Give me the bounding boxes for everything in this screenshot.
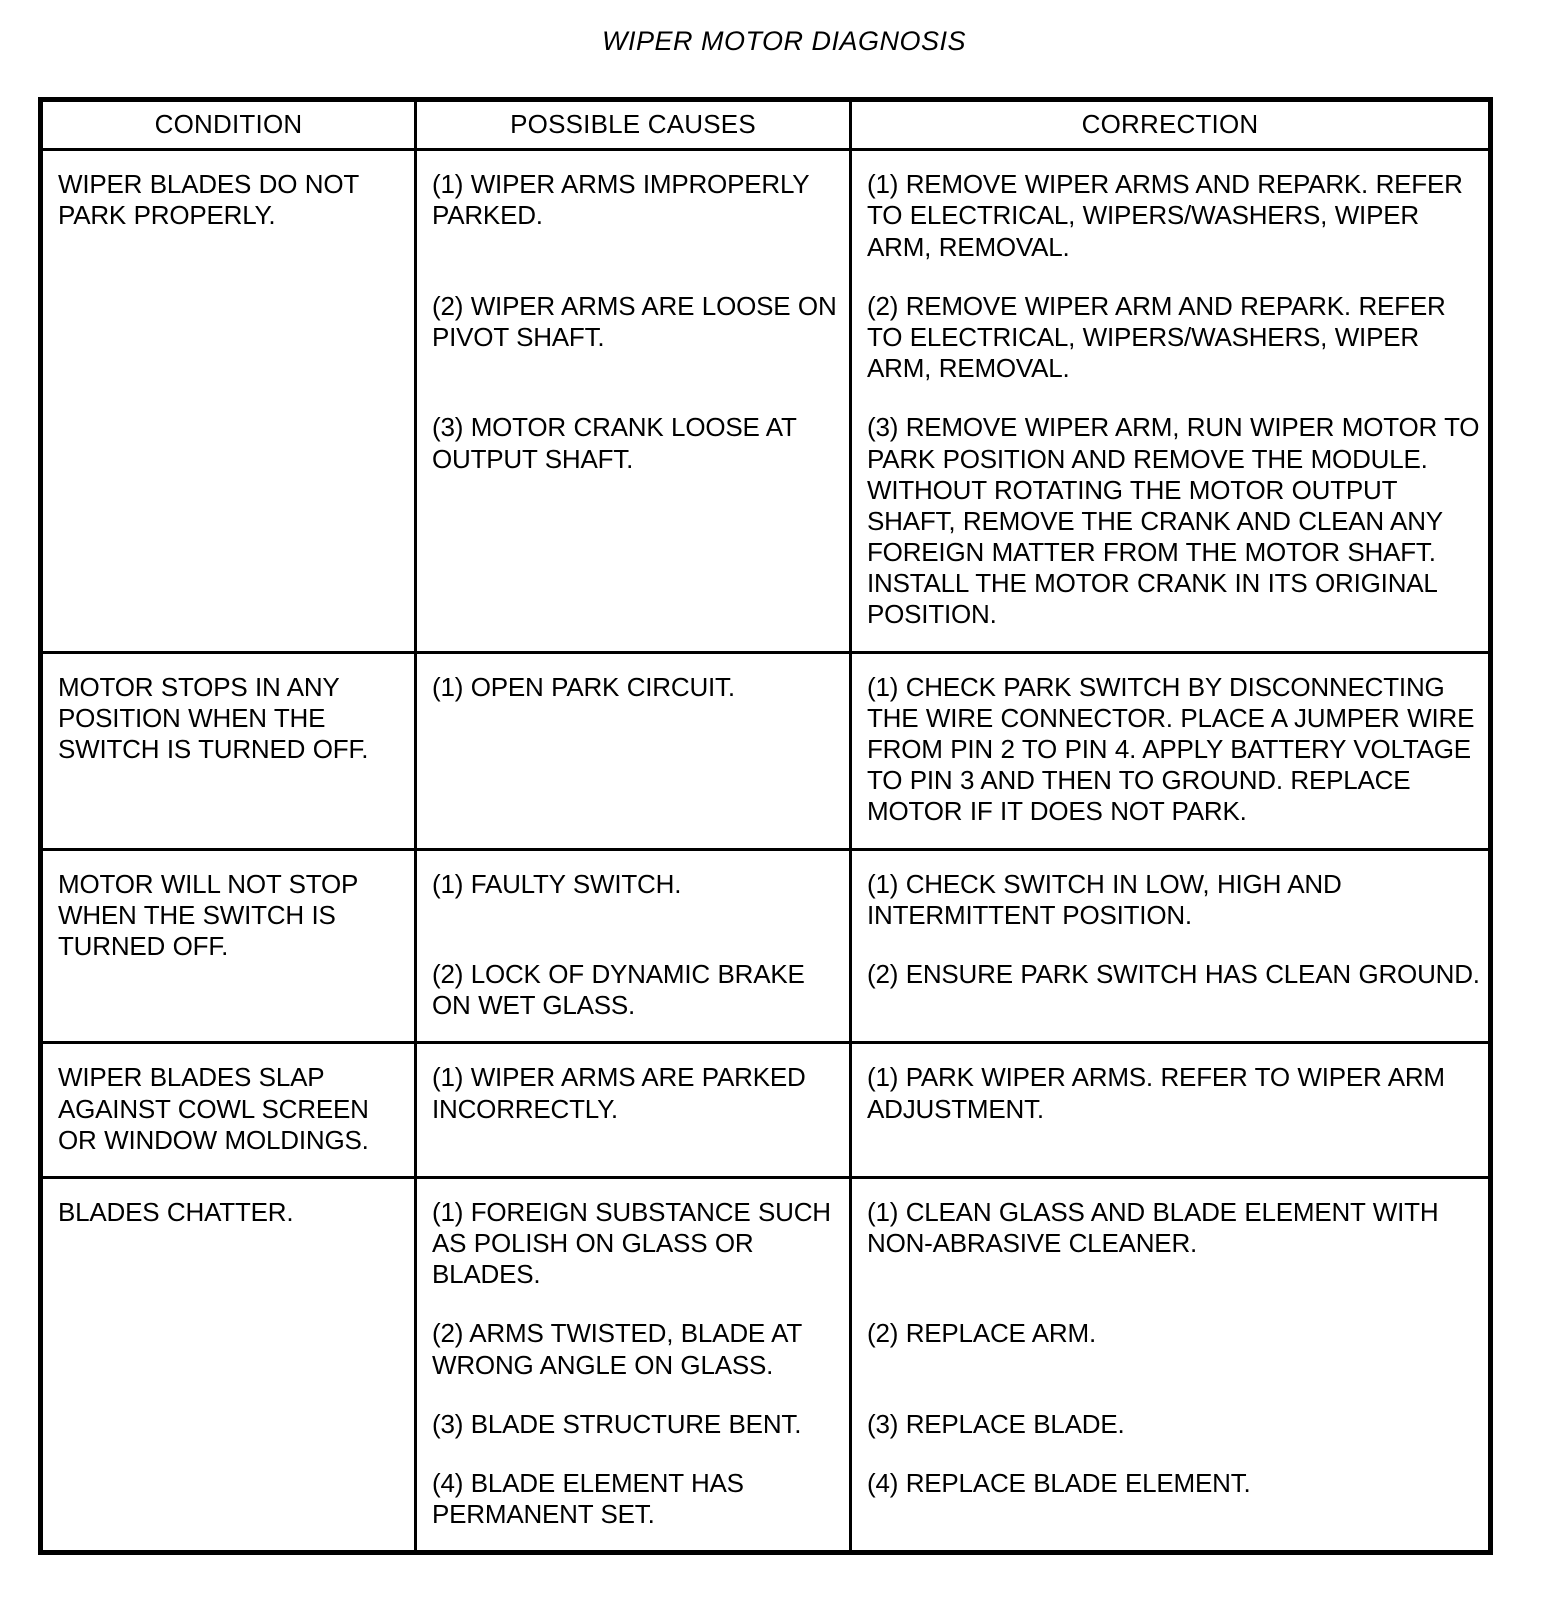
correction-cell: (2) ENSURE PARK SWITCH HAS CLEAN GROUND. [851,959,1491,1043]
diagnosis-row-segment [41,652,1491,849]
possible-cause-cell: (1) WIPER ARMS IMPROPERLY PARKED. [416,150,851,291]
wiper-motor-diagnosis-table [38,97,1493,1555]
condition-cell: MOTOR WILL NOT STOP WHEN THE SWITCH IS TURNED OFF. [41,849,416,1043]
correction-cell: (2) REMOVE WIPER ARM AND REPARK. REFER TO ELECTRICAL, WIPERS/WASHERS, WIPER ARM, REMOVAL. [851,291,1491,413]
diagnosis-row-segment [41,1177,1491,1318]
possible-cause-cell: (3) MOTOR CRANK LOOSE AT OUTPUT SHAFT. [416,412,851,652]
column-header-correction: CORRECTION [851,100,1491,150]
table-body [41,150,1491,1553]
possible-cause-cell: (1) WIPER ARMS ARE PARKED INCORRECTLY. [416,1043,851,1178]
condition-cell: WIPER BLADES DO NOT PARK PROPERLY. [41,150,416,652]
column-header-condition: CONDITION [41,100,416,150]
correction-cell: (1) PARK WIPER ARMS. REFER TO WIPER ARM ADJUSTMENT. [851,1043,1491,1178]
possible-cause-cell: (2) ARMS TWISTED, BLADE AT WRONG ANGLE ON GLASS. [416,1318,851,1408]
correction-cell: (1) CLEAN GLASS AND BLADE ELEMENT WITH NON-ABRASIVE CLEANER. [851,1177,1491,1318]
possible-cause-cell: (1) FAULTY SWITCH. [416,849,851,959]
correction-cell: (3) REPLACE BLADE. [851,1409,1491,1468]
diagnosis-row-segment [41,849,1491,959]
possible-cause-cell: (2) LOCK OF DYNAMIC BRAKE ON WET GLASS. [416,959,851,1043]
possible-cause-cell: (4) BLADE ELEMENT HAS PERMANENT SET. [416,1468,851,1553]
condition-cell: MOTOR STOPS IN ANY POSITION WHEN THE SWITCH IS TURNED OFF. [41,652,416,849]
correction-cell: (1) CHECK PARK SWITCH BY DISCONNECTING THE WIRE CONNECTOR. PLACE A JUMPER WIRE FROM PIN 2 TO PIN 4. APPLY BATTERY VOLTAGE TO PIN 3 AND THEN TO GROUND. REPLACE MOTOR IF IT DOES NOT PARK. [851,652,1491,849]
page-title: WIPER MOTOR DIAGNOSIS [601,26,967,56]
condition-cell: WIPER BLADES SLAP AGAINST COWL SCREEN OR WINDOW MOLDINGS. [41,1043,416,1178]
correction-cell: (3) REMOVE WIPER ARM, RUN WIPER MOTOR TO PARK POSITION AND REMOVE THE MODULE. WITHOUT ROTATING THE MOTOR OUTPUT SHAFT, REMOVE THE CRANK AND CLEAN ANY FOREIGN MATTER FROM THE MOTOR SHAFT. INSTALL THE MOTOR CRANK IN ITS ORIGINAL POSITION. [851,412,1491,652]
diagnosis-row-segment [41,1043,1491,1178]
possible-cause-cell: (3) BLADE STRUCTURE BENT. [416,1409,851,1468]
correction-cell: (1) CHECK SWITCH IN LOW, HIGH AND INTERMITTENT POSITION. [851,849,1491,959]
correction-cell: (4) REPLACE BLADE ELEMENT. [851,1468,1491,1553]
possible-cause-cell: (1) FOREIGN SUBSTANCE SUCH AS POLISH ON GLASS OR BLADES. [416,1177,851,1318]
table-header-row [41,100,1491,150]
condition-cell: BLADES CHATTER. [41,1177,416,1553]
possible-cause-cell: (1) OPEN PARK CIRCUIT. [416,652,851,849]
correction-cell: (2) REPLACE ARM. [851,1318,1491,1408]
column-header-possible-causes: POSSIBLE CAUSES [416,100,851,150]
possible-cause-cell: (2) WIPER ARMS ARE LOOSE ON PIVOT SHAFT. [416,291,851,413]
correction-cell: (1) REMOVE WIPER ARMS AND REPARK. REFER TO ELECTRICAL, WIPERS/WASHERS, WIPER ARM, REMOVAL. [851,150,1491,291]
diagnosis-row-segment [41,150,1491,291]
